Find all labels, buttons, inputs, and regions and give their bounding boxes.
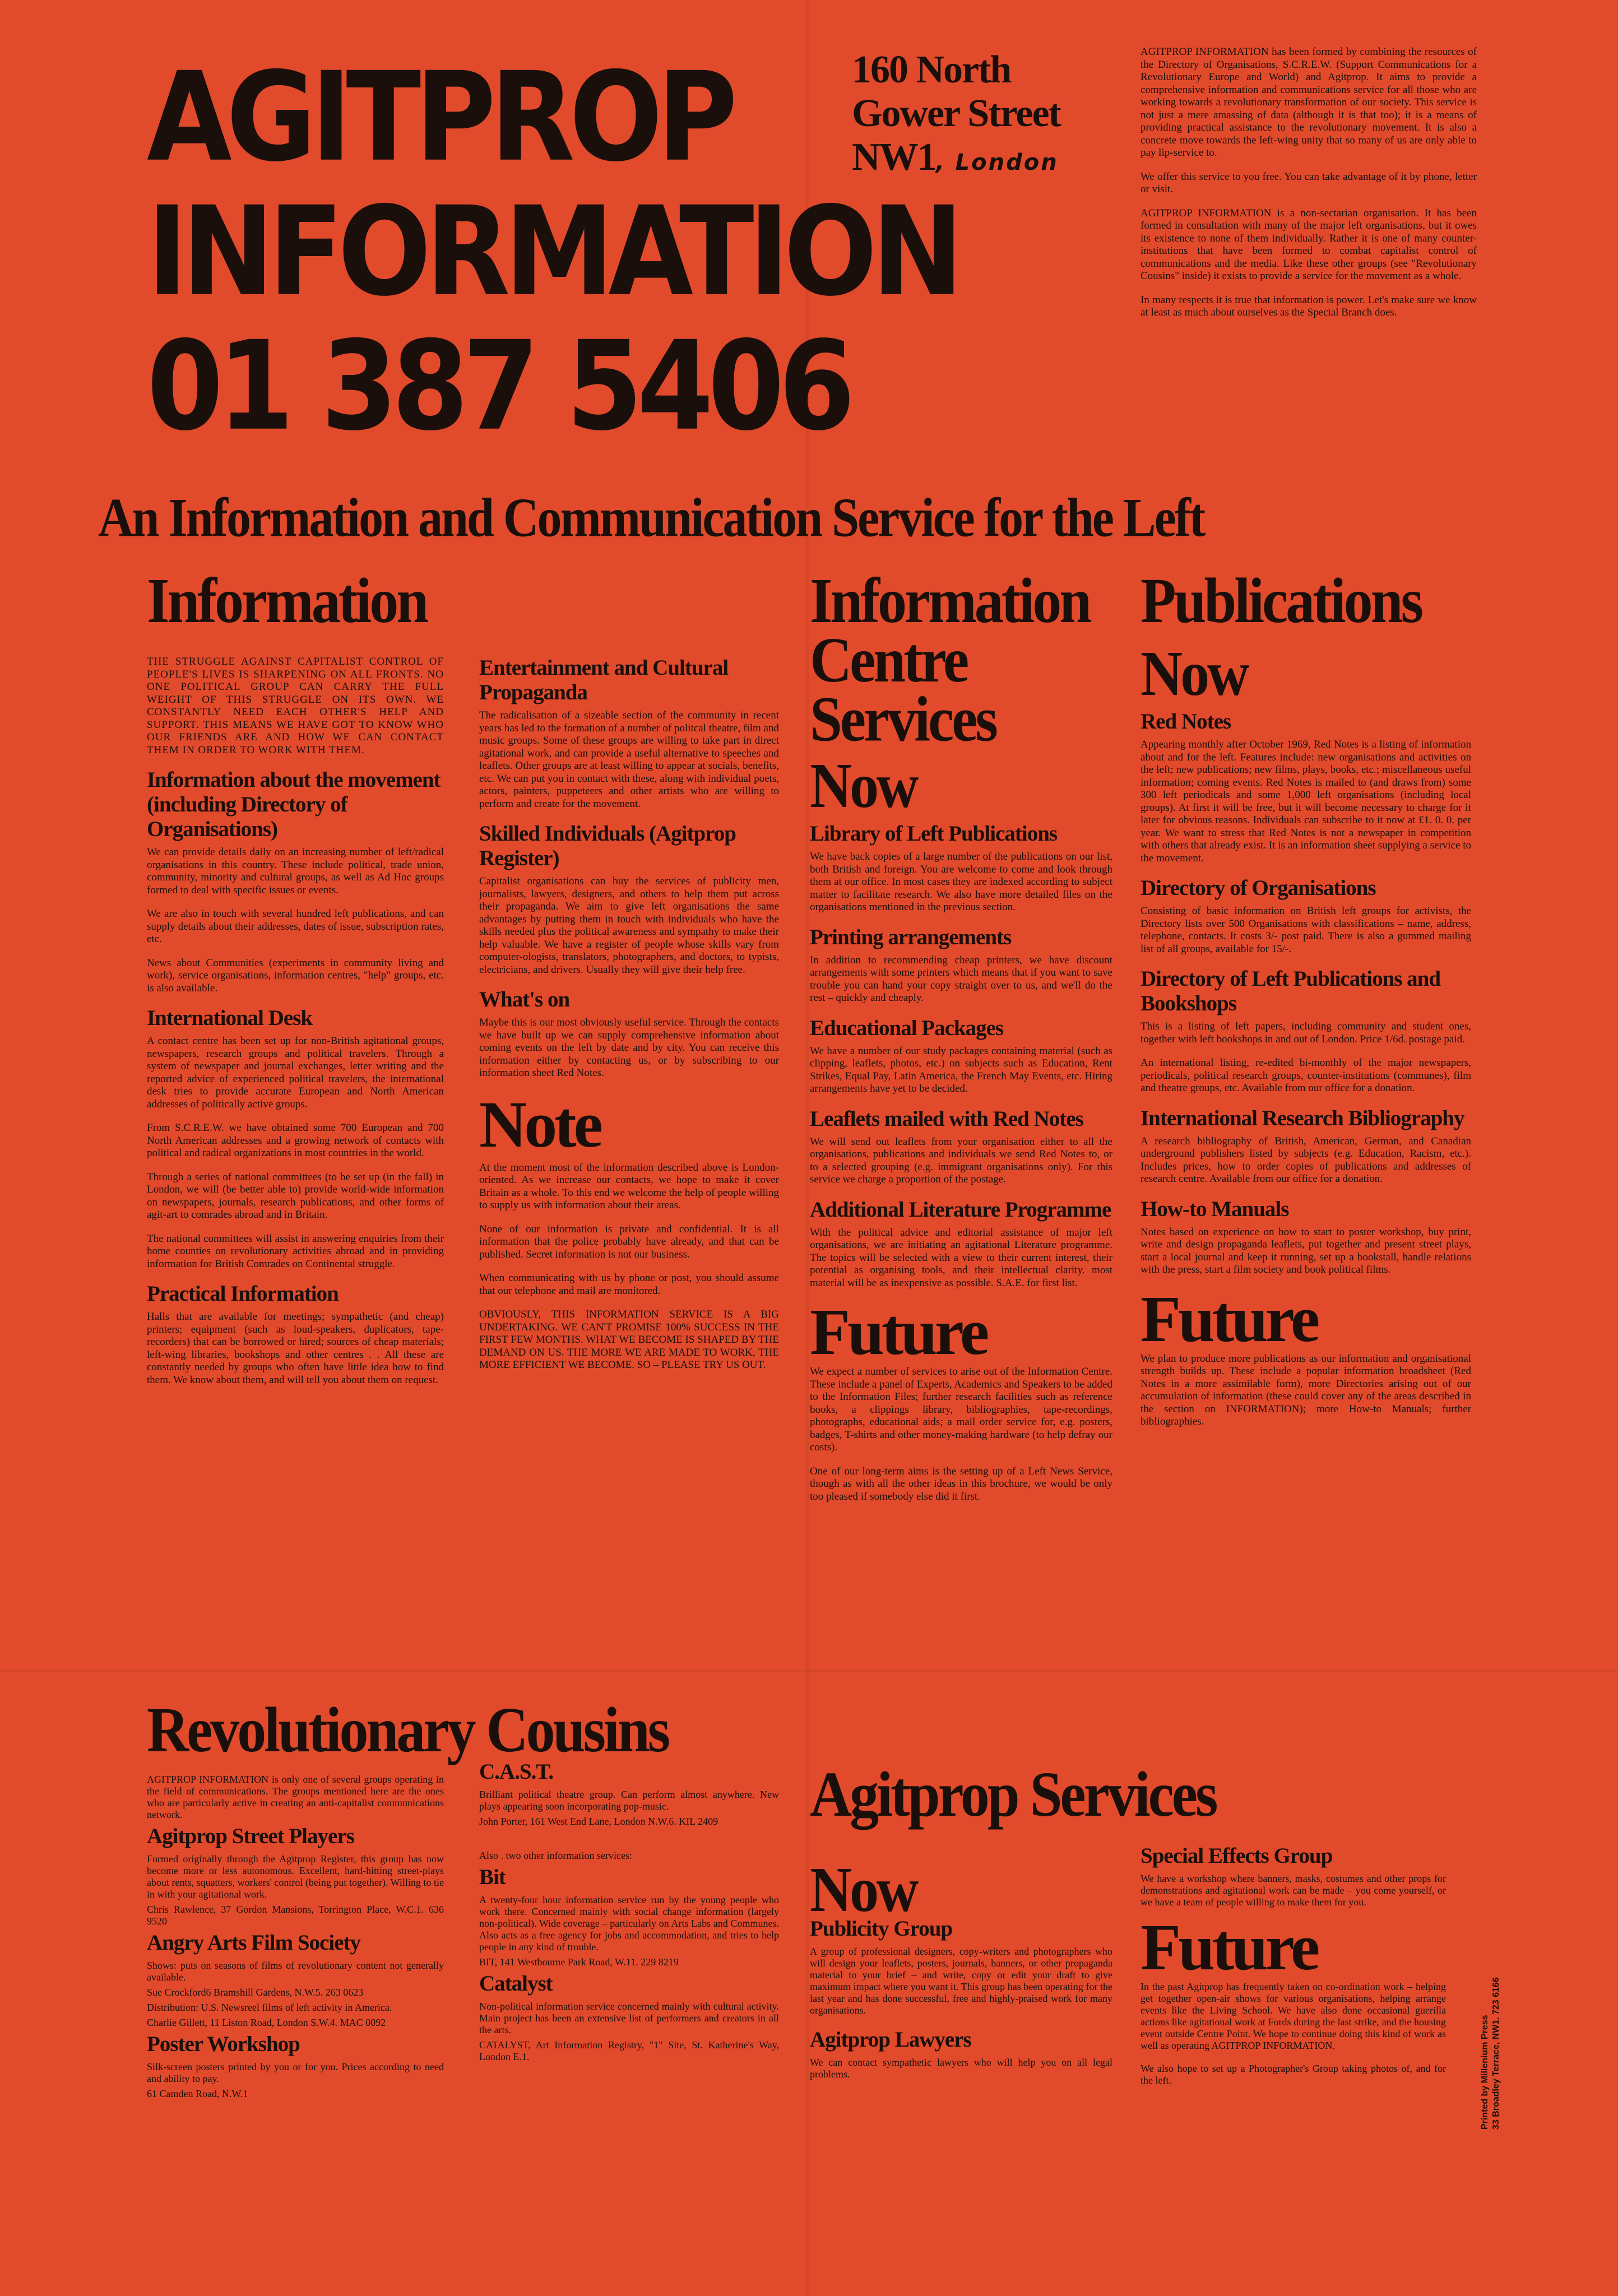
angry-arts-distribution-contact: Charlie Gillett, 11 Liston Road, London S.W.4. MAC 0092 [147,2017,386,2028]
masthead-agitprop: AGITPROP [147,46,732,189]
agitprop-services-title: Agitprop Services [810,1759,1216,1830]
imprint-line-1: Printed by Millenium Press [1480,2015,1490,2130]
address-line-3 [852,136,1143,184]
cast-contact: John Porter, 161 West End Lane, London N.W.6. KIL 2409 [479,1816,718,1827]
intl-paragraph-1: A contact centre has been set up for non-British agitational groups, newspapers, research groups and political travelers. Through a system of newspaper and journal exchanges, letter writing and the reported advice of experienced political travelers, the international desk tries to provide accurate European and North American addresses of politically active groups. [147,1035,444,1110]
centre-future-paragraph-1: We expect a number of services to arise out of the Information Centre. These include a panel of Experts, Academics and Speakers to be added to the Information Files; further research facilities such as reference books, a clippings library, bibliographies, tape-recordings, photographs, educational aids; a mail order service for, e.g. posters, badges, T-shirts and other money-making hardware (to help defray our costs). [810,1366,1112,1453]
about-paragraph-1: We can provide details daily on an increasing number of left/radical organisations in this country. These include political, trade union, community, minority and cultural groups, as well as Ad Hoc groups formed to deal with specific issues or events. [147,846,444,896]
intro-paragraph-4: In many respects it is true that information is power. Let's make sure we know at least as much about ourselves as the Special Branch does. [1141,294,1477,318]
intro-paragraph-2: We offer this service to you free. You can take advantage of it by phone, letter or visit. [1141,170,1477,195]
angry-arts-heading: Angry Arts Film Society [147,1931,361,1955]
agitprop-lawyers-paragraph: We can contact sympathetic lawyers who will help you on all legal problems. [810,2057,1112,2080]
also-services-note: Also . two other information services: [479,1850,632,1861]
catalyst-contact: CATALYST, Art Information Registry, "1" Site, St. Katherine's Way, London E.1. [479,2039,779,2062]
angry-arts-distribution: Distribution: U.S. Newsreel films of left activity in America. [147,2002,392,2013]
how-to-manuals-paragraph: Notes based on experience on how to start to poster workshop, buy print, write and design propaganda leaflets, put together and present street plays, start a local journal and keep it running, set up a bookstall, handle relations with the press, start a film society and book political films. [1141,1226,1471,1275]
services-future-paragraph-2: We also hope to set up a Photographer's Group taking photos of, and for the left. [1141,2063,1446,2086]
services-now-heading: Now [810,1854,917,1926]
revolutionary-cousins-title: Revolutionary Cousins [147,1695,669,1766]
imprint-line-2: 33 Broadley Terrace, NW1. 723 6166 [1491,1977,1501,2130]
about-movement-heading: Information about the movement (including Directory of Organisations) [147,768,441,841]
services-future-paragraph-1: In the past Agitprop has frequently taken on co-ordination work – helping get together open-air shows for various organisations, helping arrange events like the Living School. We have also done occasional guerilla actions like agitational work at Fords during the last strike, and the housing event outside Centre Point. We hope to continue doing this kind of work as well as operating AGITPROP INFORMATION. [1141,1981,1446,2051]
note-paragraph-3: When communicating with us by phone or post, you should assume that our telephone and mail are monitored. [479,1272,779,1297]
red-notes-paragraph: Appearing monthly after October 1969, Red Notes is a listing of information about and for the left. Features include: new organisations and activities on the left; new publications; new films, plays, books, etc.; miscellaneous useful information; coming events. Red Notes is mailed to (and draws from) some 300 left periodicals and some 1,000 left organisations (including local groups). At first it will be free, but it will become necessary to charge for it later for obvious reasons. Individuals can subscribe to it now at £1. 0. 0. per year. We want to stress that Red Notes is not a newspaper in competition with others that already exist. It is an information sheet supplying a service to the movement. [1141,739,1471,864]
intl-paragraph-2: From S.C.R.E.W. we have obtained some 700 European and 700 North American addresses and a growing network of contacts with political and radical organizations in most countries in the world. [147,1122,444,1159]
printing-heading: Printing arrangements [810,925,1012,949]
intro-column [1141,46,1477,331]
cousins-column-2 [479,1760,779,2066]
directory-organisations-paragraph: Consisting of basic information on British left groups for activists, the Directory lists over 500 Organisations with classifications – name, address, telephone, contacts. It costs 3/- post paid. There is also a gummed mailing list of all groups, available for 15/-. [1141,905,1471,955]
services-column-2 [1141,1844,1446,2098]
services-future-heading: Future [1141,1910,1318,1984]
practical-information-heading: Practical Information [147,1282,339,1306]
publications-title: Publications [1141,565,1421,637]
special-effects-paragraph: We have a workshop where banners, masks, costumes and other props for demonstrations and agitational work can be made – you come yourself, or we have a team of people willing to make them for you. [1141,1873,1446,1908]
address-block [852,48,1143,184]
address-postcode: NW1 [852,136,936,179]
publications-now-heading: Now [1141,638,1248,709]
centre-future-paragraph-2: One of our long-term aims is the setting up of a Left News Service, though as with all the other ideas in this brochure, we would be only too pleased if somebody else did it first. [810,1465,1112,1502]
street-players-contact: Chris Rawlence, 37 Gordon Mansions, Torrington Place, W.C.1. 636 9520 [147,1904,444,1927]
skilled-paragraph: Capitalist organisations can buy the services of publicity men, journalists, lawyers, designers, and others to help them put across their propaganda. We aim to give left organisations the same advantages by putting them in touch with individuals who have the skills needed plus the political awareness and sympathy to make their help valuable. We have a register of people whose skills vary from computer-ologists, translators, photographers, and doctors, to typists, electricians, and drivers. Usually they will give their help free. [479,875,779,976]
educational-paragraph: We have a number of our study packages containing material (such as clipping, leaflets, photos, etc.) on subjects such as Education, Rent Strikes, Equal Pay, Latin America, the French May Events, etc. Hiring arrangements have yet to be decided. [810,1045,1112,1094]
street-players-heading: Agitprop Street Players [147,1824,354,1848]
information-title: Information [147,565,427,637]
entertainment-heading: Entertainment and Cultural Propaganda [479,656,729,704]
practical-paragraph: Halls that are available for meetings; sympathetic (and cheap) printers; equipment (such as loud-speakers, duplicators, tape-recorders) that can be borrowed or hired; sources of cheap materials; left-wing libraries, bookshops and other centres . . All these are constantly needed by groups who often have little idea how to find them. We know about them, and will tell you about them on request. [147,1311,444,1386]
catalyst-paragraph: Non-political information service concerned mainly with cultural activity. Main project has been an extensive list of performers and creators in all the arts. [479,2001,779,2035]
how-to-manuals-heading: How-to Manuals [1141,1196,1289,1221]
note-paragraph-2: None of our information is private and confidential. It is all information that the police probably have already, and that can be published. Secret information is not our business. [479,1223,779,1260]
publications-future-paragraph: We plan to produce more publications as our information and organisational strength builds up. These include a popular information broadsheet (Red Notes in a more assimilable form), more Directories arising out of our accumulation of information (these could cover any of the areas described in the section on INFORMATION); more How-to Manuals; further bibliographies. [1141,1352,1471,1427]
about-paragraph-2: We are also in touch with several hundred left publications, and can supply details about their addresses, dates of issue, subscription rates, etc. [147,908,444,945]
note-paragraph-4: OBVIOUSLY, THIS INFORMATION SERVICE IS A BIG UNDERTAKING. WE CAN'T PROMISE 100% SUCCESS IN THE FIRST FEW MONTHS. WHAT WE BECOME IS SHAPED BY THE DEMAND ON US. THE MORE WE ARE MADE TO WORK, THE MORE EFFICIENT WE BECOME. SO – PLEASE TRY US OUT. [479,1309,779,1371]
information-column [147,656,444,1398]
educational-packages-heading: Educational Packages [810,1015,1004,1040]
horizontal-fold-line [0,1670,1618,1672]
printer-imprint [1480,1977,1502,2130]
research-bibliography-heading: International Research Bibliography [1141,1106,1464,1130]
additional-literature-paragraph: With the political advice and editorial assistance of major left organisations, we are initiating an agitational Literature programme. The topics will be selected with a view to their current interest, their potential as organising tools, and their intellectual clarity. most material will be as inexpensive as possible. S.A.E. for first list. [810,1226,1112,1289]
library-heading: Library of Left Publications [810,822,1058,846]
whats-on-paragraph: Maybe this is our most obviously useful service. Through the contacts we have built up we can supply comprehensive information about coming events on the left by date and by city. You can receive this information either by contacting us, or by subscribing to our information sheet Red Notes. [479,1017,779,1079]
street-players-paragraph: Formed originally through the Agitprop Register, this group has now become more or less autonomous. Excellent, hard-hitting street-plays about rents, squatters, workers' control (being put together). Willing to tie in with your agitational work. [147,1853,444,1900]
note-paragraph-1: At the moment most of the information described above is London-oriented. As we increase our contacts, we hope to make it cover Britain as a whole. To this end we welcome the help of people willing to supply us with information about their areas. [479,1161,779,1211]
masthead-phone: 01 387 5406 [147,315,850,458]
directory-publications-paragraph-1: This is a listing of left papers, including community and student ones, together with left bookshops in and out of London. Price 1/6d. postage paid. [1141,1021,1471,1045]
poster-workshop-heading: Poster Workshop [147,2032,300,2056]
red-notes-heading: Red Notes [1141,709,1231,734]
agitprop-lawyers-heading: Agitprop Lawyers [810,2028,971,2052]
cast-paragraph: Brilliant political theatre group. Can perform almost anywhere. New plays appearing soon incorporating pop-music. [479,1789,779,1812]
information-lead: THE STRUGGLE AGAINST CAPITALIST CONTROL OF PEOPLE'S LIVES IS SHARPENING ON ALL FRONTS. NO ONE POLITICAL GROUP CAN CARRY THE FULL WEIGHT OF THIS STRUGGLE ON ITS OWN. WE CONSTANTLY NEED EACH OTHER'S HELP AND SUPPORT. THIS MEANS WE HAVE GOT TO KNOW WHO OUR FRIENDS ARE AND HOW WE CAN CONTACT THEM IN ORDER TO WORK WITH THEM. [147,656,444,756]
cousins-column-1 [147,1774,444,2103]
special-effects-heading: Special Effects Group [1141,1844,1333,1868]
centre-column [810,750,1112,1514]
tagline: An Information and Communication Service for the Left [98,488,1204,549]
directory-publications-heading: Directory of Left Publications and Bookshops [1141,967,1441,1015]
directory-publications-paragraph-2: An international listing, re-edited bi-monthly of the major newspapers, periodicals, political research groups, counter-institutions (communes), film and theatre groups, etc. Available from our office for a donation. [1141,1057,1471,1094]
handwritten-city: , London [935,150,1059,175]
note-heading: Note [479,1087,600,1161]
angry-arts-contact: Sue Crockford6 Bramshill Gardens, N.W.5. 263 0623 [147,1987,364,1998]
skilled-individuals-heading: Skilled Individuals (Agitprop Register) [479,822,736,870]
whats-on-heading: What's on [479,987,570,1012]
intro-paragraph-3: AGITPROP INFORMATION is a non-sectarian organisation. It has been formed in consultation with many of the major left organisations, but it owes its existence to none of them individually. Rather it is one of many counter-institutions that have been formed to combat capitalist control of communications and the media. Like these other groups (see "Revolutionary Cousins" inside) it exists to provide a service for the movement as a whole. [1141,207,1477,282]
directory-organisations-heading: Directory of Organisations [1141,876,1376,900]
centre-now-heading: Now [810,750,917,822]
bit-heading: Bit [479,1865,506,1889]
leaflets-heading: Leaflets mailed with Red Notes [810,1106,1083,1131]
address-line-2: Gower Street [852,92,1060,135]
intro-paragraph-1: AGITPROP INFORMATION has been formed by combining the resources of the Directory of Organisations, S.C.R.E.W. (Support Communications for a Revolutionary Europe and World) and Agitprop. It aims to provide a comprehensive information and communications service for all those who are working towards a revolutionary transformation of our society. This service is not just a mere amassing of data (although it is that too); it is a means of providing practical assistance to the revolutionary movement. It is also a concrete move towards the left-wing unity that so many of us are only able to pay lip-service to. [1141,46,1477,159]
masthead-information: INFORMATION [147,180,958,324]
publications-column [1141,638,1471,1440]
library-paragraph: We have back copies of a large number of the publications on our list, both British and foreign. You are welcome to come and look through them at our office. In most cases they are indexed according to subject matter to facilitate research. We also have more detailed files on the organisations mentioned in the previous section. [810,851,1112,913]
cast-heading: C.A.S.T. [479,1760,554,1784]
printing-paragraph: In addition to recommending cheap printers, we have discount arrangements with some printers which means that if you want to save trouble you can hand your copy straight over to us, and we'll do the rest – quickly and cheaply. [810,954,1112,1004]
publicity-group-heading: Publicity Group [810,1917,953,1941]
leaflets-paragraph: We will send out leaflets from your organisation either to all the organisations, publications and individuals we send Red Notes to, or to a selected grouping (e.g. immigrant organisations only). For this service we charge a proportion of the postage. [810,1135,1112,1185]
additional-literature-heading: Additional Literature Programme [810,1197,1111,1222]
catalyst-heading: Catalyst [479,1972,553,1996]
about-paragraph-3: News about Communities (experiments in community living and work), service organisations, information centres, "help" groups, etc. is also available. [147,957,444,994]
poster-workshop-paragraph: Silk-screen posters printed by you or for you. Prices according to need and ability to pay. [147,2061,444,2084]
address-line-1: 160 North [852,48,1011,91]
centre-future-heading: Future [810,1295,987,1369]
poster-workshop-contact: 61 Camden Road, N.W.1 [147,2088,248,2099]
bit-contact: BIT, 141 Westbourne Park Road, W.11. 229 8219 [479,1956,679,1968]
services-column-1 [810,1854,1112,2091]
centre-services-title: Information Centre Services [810,565,1090,755]
publicity-group-paragraph: A group of professional designers, copy-writers and photographers who will design your leaflets, posters, journals, banners, or other propaganda material to your brief – and write, copy or edit your draft to give maximum impact where you want it. This group has been operating for the last year and has done successful, free and highly-praised work for many organisations. [810,1946,1112,2016]
intl-paragraph-4: The national committees will assist in answering enquiries from their home counties on revolutionary activities abroad and in providing information for British Comrades on Continental struggle. [147,1232,444,1270]
publications-future-heading: Future [1141,1282,1318,1356]
cousins-intro: AGITPROP INFORMATION is only one of several groups operating in the field of communications. The groups mentioned here are the ones who are particularly active in creating an anti-capitalist communications network. [147,1774,444,1820]
research-bibliography-paragraph: A research bibliography of British, American, German, and Canadian underground publishers listed by subjects (e.g. Education, Racism, etc.). Includes prices, how to order copies of publications and addresses of research centre. Available from our office for a donation. [1141,1135,1471,1185]
international-desk-heading: International Desk [147,1006,313,1030]
bit-paragraph: A twenty-four hour information service run by the young people who work there. Concerned mainly with social change information (largely non-political). Wide coverage – particularly on Arts Labs and Communes. Also acts as a free agency for jobs and accommodation, and tries to help people in any kind of trouble. [479,1894,779,1952]
angry-arts-paragraph: Shows: puts on seasons of films of revolutionary content not generally available. [147,1960,444,1983]
entertainment-paragraph: The radicalisation of a sizeable section of the community in recent years has led to the formation of a number of politcal theatre, film and music groups. Some of these groups are willing to take part in direct agitational work, and can provide a useful alternative to speeches and leaflets. Other groups are at least willing to appear at socials, benefits, etc. We can put you in contact with these, along with individual poets, actors, painters, puppeteers and other artists who are willing to perform and create for the movement. [479,709,779,810]
middle-column [479,656,779,1383]
intl-paragraph-3: Through a series of national committees (to be set up (in the fall) in London, we will (be better able to) provide world-wide information on newspapers, journals, research publications, and other forms of agit-art to comrades abroad and in Britain. [147,1171,444,1221]
